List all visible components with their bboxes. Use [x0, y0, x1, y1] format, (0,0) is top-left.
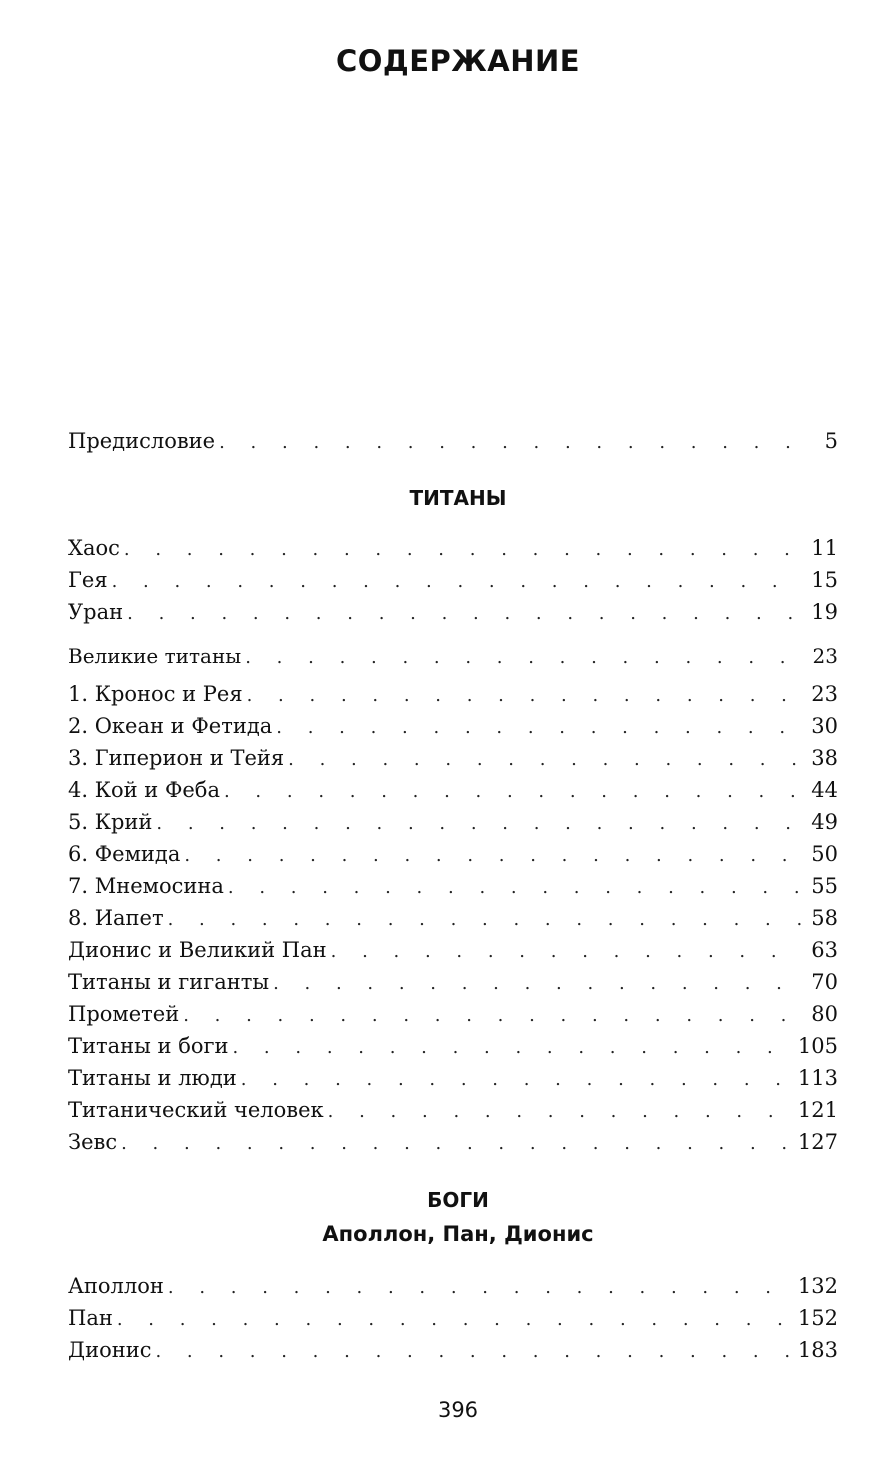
toc-entry-page: 183 — [797, 1338, 838, 1362]
toc-entry-page: 55 — [811, 874, 838, 898]
toc-entry-title: 5. Крий — [68, 810, 153, 834]
toc-leader-dots — [168, 1273, 792, 1303]
section-subheading-gods: Аполлон, Пан, Дионис — [322, 1222, 594, 1246]
toc-leader-dots — [219, 428, 802, 458]
toc-entry-page: 113 — [797, 1066, 838, 1090]
toc-entry-page: 105 — [797, 1034, 838, 1058]
toc-entry-title: Дионис — [68, 1338, 152, 1362]
toc-entry[interactable] — [68, 839, 838, 869]
toc-entry[interactable] — [68, 903, 838, 933]
toc-entry-title: Великие титаны — [68, 644, 242, 668]
toc-entry-title: Титанический человек — [68, 1098, 324, 1122]
toc-entry[interactable] — [68, 565, 838, 595]
toc-entry-preface[interactable] — [68, 426, 838, 456]
toc-leader-dots — [247, 681, 802, 711]
toc-entry-page: 38 — [811, 746, 838, 770]
toc-entry-page: 49 — [811, 810, 838, 834]
toc-entry-title: Предисловие — [68, 429, 216, 453]
toc-entry[interactable] — [68, 999, 838, 1029]
toc-entry[interactable] — [68, 679, 838, 709]
toc-entry-title: Аполлон — [68, 1274, 164, 1298]
toc-leader-dots — [232, 1033, 791, 1063]
toc-entry-title: 7. Мнемосина — [68, 874, 224, 898]
toc-entry[interactable] — [68, 597, 838, 627]
toc-entry-title: 2. Океан и Фетида — [68, 714, 273, 738]
toc-entry-page: 5 — [824, 429, 838, 453]
toc-entry[interactable] — [68, 967, 838, 997]
toc-entry-page: 50 — [811, 842, 838, 866]
toc-entry-title: Зевс — [68, 1130, 118, 1154]
toc-leader-dots — [117, 1305, 792, 1335]
toc-entry-title: Уран — [68, 600, 124, 624]
toc-entry-title: 8. Иапет — [68, 906, 164, 930]
toc-entry[interactable] — [68, 1063, 838, 1093]
toc-entry-page: 23 — [812, 644, 838, 668]
toc-leader-dots — [273, 969, 802, 999]
toc-entry-title: Прометей — [68, 1002, 180, 1026]
toc-entry-page: 30 — [811, 714, 838, 738]
toc-entry-page: 63 — [811, 938, 838, 962]
toc-entry[interactable] — [68, 1127, 838, 1157]
toc-entry-title: Пан — [68, 1306, 113, 1330]
toc-entry-page: 127 — [797, 1130, 838, 1154]
toc-entry-page: 70 — [811, 970, 838, 994]
toc-leader-dots — [184, 841, 802, 871]
toc-entry[interactable] — [68, 743, 838, 773]
toc-entry-title: Дионис и Великий Пан — [68, 938, 327, 962]
toc-entry[interactable] — [68, 1271, 838, 1301]
toc-leader-dots — [328, 1097, 792, 1127]
toc-leader-dots — [124, 535, 802, 565]
toc-entry-title: Титаны и люди — [68, 1066, 237, 1090]
toc-leader-dots — [155, 1337, 791, 1367]
toc-entry-page: 58 — [811, 906, 838, 930]
section-heading-titans: ТИТАНЫ — [409, 486, 507, 510]
toc-leader-dots — [156, 809, 802, 839]
toc-leader-dots — [121, 1129, 792, 1159]
toc-entry-page: 11 — [811, 536, 838, 560]
toc-entry-title: 6. Фемида — [68, 842, 181, 866]
toc-entry-page: 80 — [811, 1002, 838, 1026]
toc-leader-dots — [112, 567, 802, 597]
toc-entry-title: 3. Гиперион и Тейя — [68, 746, 285, 770]
toc-entry-great-titans[interactable] — [68, 641, 838, 671]
toc-leader-dots — [245, 643, 802, 673]
toc-entry-page: 132 — [797, 1274, 838, 1298]
toc-leader-dots — [331, 937, 802, 967]
toc-entry[interactable] — [68, 1303, 838, 1333]
toc-entry-page: 44 — [811, 778, 838, 802]
toc-entry[interactable] — [68, 1095, 838, 1125]
toc-entry-title: 4. Кой и Феба — [68, 778, 220, 802]
toc-leader-dots — [168, 905, 802, 935]
toc-leader-dots — [183, 1001, 802, 1031]
toc-entry-title: 1. Кронос и Рея — [68, 682, 243, 706]
toc-entry-page: 15 — [811, 568, 838, 592]
toc-entry-page: 121 — [797, 1098, 838, 1122]
page-title: СОДЕРЖАНИЕ — [335, 44, 581, 78]
toc-entry-title: Гея — [68, 568, 108, 592]
toc-entry[interactable] — [68, 775, 838, 805]
toc-entry[interactable] — [68, 807, 838, 837]
toc-entry-title: Титаны и гиганты — [68, 970, 270, 994]
toc-leader-dots — [276, 713, 802, 743]
toc-entry[interactable] — [68, 533, 838, 563]
page-number: 396 — [437, 1398, 479, 1422]
toc-entry-title: Титаны и боги — [68, 1034, 229, 1058]
toc-entry[interactable] — [68, 871, 838, 901]
section-heading-gods: БОГИ — [427, 1188, 489, 1212]
toc-leader-dots — [228, 873, 802, 903]
toc-leader-dots — [288, 745, 802, 775]
toc-leader-dots — [224, 777, 802, 807]
toc-entry-page: 19 — [811, 600, 838, 624]
toc-leader-dots — [241, 1065, 792, 1095]
toc-entry-page: 152 — [797, 1306, 838, 1330]
toc-entry-page: 23 — [811, 682, 838, 706]
toc-leader-dots — [127, 599, 802, 629]
toc-entry-title: Хаос — [68, 536, 120, 560]
toc-entry[interactable] — [68, 1031, 838, 1061]
toc-entry[interactable] — [68, 935, 838, 965]
toc-entry[interactable] — [68, 1335, 838, 1365]
toc-entry[interactable] — [68, 711, 838, 741]
